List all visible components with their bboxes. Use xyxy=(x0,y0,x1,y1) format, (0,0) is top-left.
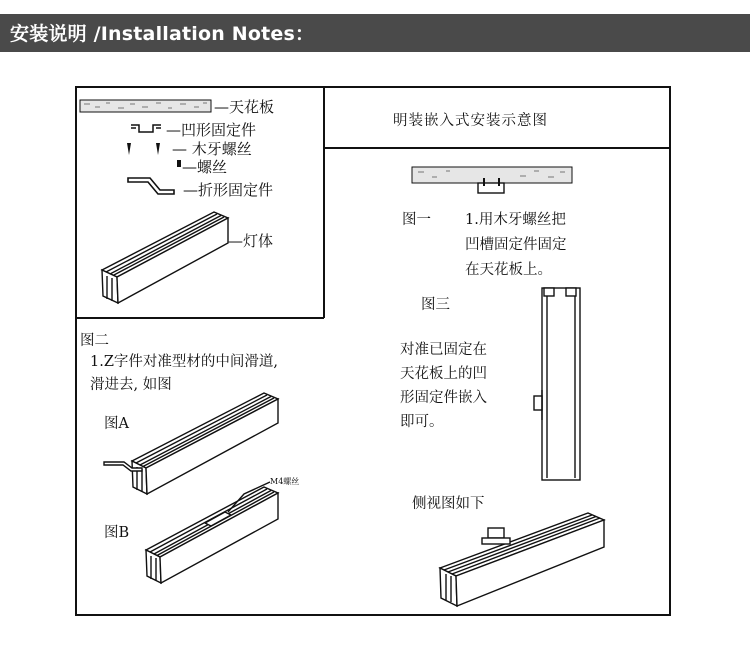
lamp-body-part xyxy=(102,212,228,303)
fig3-vertical-profile xyxy=(534,288,580,480)
fig1-ceiling-drawing xyxy=(412,167,572,193)
wood-screw-part xyxy=(127,143,160,155)
fig1-step-line-1: 1.用木牙螺丝把 xyxy=(465,212,566,228)
m4-screw-label: M4螺丝 xyxy=(270,477,300,486)
fig3-label: 图三 xyxy=(421,297,450,313)
page-title: 安装说明 /Installation Notes： xyxy=(10,23,315,45)
ceiling-board-part xyxy=(80,100,211,112)
u-bracket-part xyxy=(131,125,161,132)
fig3-note-line-1: 对准已固定在 xyxy=(400,342,487,358)
fig2-step-line-1: 1.Z字件对准型材的中间滑道, xyxy=(90,354,279,370)
diagram-title: 明装嵌入式安装示意图 xyxy=(393,113,548,129)
screw-part xyxy=(177,160,181,167)
side-view-profile-drawing xyxy=(440,513,604,606)
fig3-note-line-3: 形固定件嵌入 xyxy=(400,390,487,406)
lamp-body-label: —灯体 xyxy=(228,232,274,250)
wood-screw-label: — 木牙螺丝 xyxy=(172,140,252,158)
side-view-label: 侧视图如下 xyxy=(412,496,485,512)
fig2-step-line-2: 滑进去, 如图 xyxy=(90,377,172,393)
z-bracket-label: —折形固定件 xyxy=(183,181,274,199)
ceiling-label: —天花板 xyxy=(214,98,275,116)
fig2a-profile-drawing xyxy=(104,393,278,494)
fig1-label: 图一 xyxy=(402,212,431,228)
fig2b-profile-drawing xyxy=(146,482,278,583)
screw-label: —螺丝 xyxy=(182,158,228,176)
fig1-step-line-3: 在天花板上。 xyxy=(465,262,552,278)
fig3-note-line-4: 即可。 xyxy=(400,414,444,430)
fig2a-label: 图A xyxy=(104,416,129,432)
fig2b-label: 图B xyxy=(104,525,130,541)
fig1-step-line-2: 凹槽固定件固定 xyxy=(465,237,567,253)
fig2-label: 图二 xyxy=(80,333,109,349)
z-bracket-part xyxy=(128,178,174,194)
fig3-note-line-2: 天花板上的凹 xyxy=(400,366,487,382)
u-bracket-label: —凹形固定件 xyxy=(166,121,257,139)
